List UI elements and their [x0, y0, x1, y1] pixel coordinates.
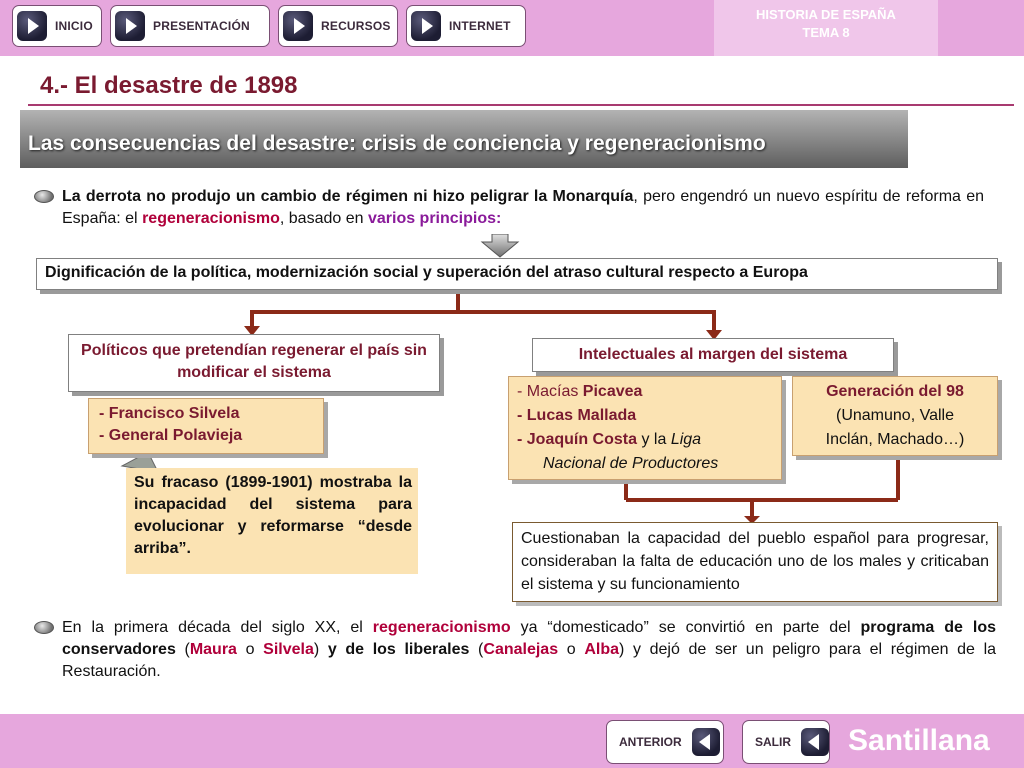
- course-unit: TEMA 8: [802, 25, 850, 40]
- list-item: - Lucas Mallada: [517, 407, 637, 424]
- fracaso-callout: Su fracaso (1899-1901) mostraba la incapacidad del sistema para evolucionar y reformarse “desde arriba”.: [126, 468, 418, 574]
- list-item: - Joaquín Costa y la Liga: [517, 431, 702, 448]
- politicos-box: Políticos que pretendían regenerar el país sin modificar el sistema: [68, 334, 440, 392]
- generacion98-title: Generación del 98: [826, 383, 964, 400]
- anterior-button[interactable]: [606, 720, 724, 764]
- salir-button[interactable]: [742, 720, 830, 764]
- list-item: - Francisco Silvela: [99, 405, 240, 422]
- nav-internet-label: INTERNET: [449, 19, 511, 33]
- generacion98-authors-1: (Unamuno, Valle: [836, 407, 954, 424]
- course-title: HISTORIA DE ESPAÑA: [756, 7, 896, 22]
- list-item: - Macías Picavea: [517, 383, 643, 400]
- list-item-continuation: Nacional de Productores: [543, 455, 719, 472]
- brand-logo: Santillana: [848, 724, 990, 757]
- nav-presentacion-label: PRESENTACIÓN: [153, 19, 250, 33]
- subtitle-text: Las consecuencias del desastre: crisis de conciencia y regeneracionismo: [28, 132, 766, 155]
- section-title: 4.- El desastre de 1898: [40, 72, 298, 99]
- nav-inicio-label: INICIO: [55, 19, 93, 33]
- intro-keyword: regeneracionismo: [142, 210, 280, 227]
- anterior-label: ANTERIOR: [619, 735, 682, 749]
- generacion98-box: [792, 376, 998, 456]
- nav-recursos-label: RECURSOS: [321, 19, 391, 33]
- intelectuales-list: [508, 376, 782, 480]
- back-arrow-icon: [801, 728, 829, 756]
- salir-label: SALIR: [755, 735, 791, 749]
- intro-text-1: La derrota no produjo un cambio de régimen ni hizo peligrar la Monarquía: [62, 188, 634, 205]
- politicos-list: [88, 398, 324, 454]
- intro-text-2: , pero engendró un nuevo espíritu de reforma en España: el: [62, 188, 984, 227]
- back-arrow-icon: [692, 728, 720, 756]
- generacion98-authors-2: Inclán, Machado…): [825, 431, 965, 448]
- list-item: - General Polavieja: [99, 427, 243, 444]
- dignificacion-box: Dignificación de la política, modernización social y superación del atraso cultural respecto a Europa: [36, 258, 998, 290]
- cuestionaban-box: Cuestionaban la capacidad del pueblo español para progresar, consideraban la falta de educación uno de los males y criticaban el sistema y su funcionamiento: [512, 522, 998, 602]
- intro-principles: varios principios:: [367, 210, 502, 227]
- intro-text-3: , basado en: [279, 210, 368, 227]
- bullet-icon: [34, 621, 54, 634]
- conclusion-paragraph: En la primera década del siglo XX, el regeneracionismo ya “domesticado” se convirtió en parte del programa de los conservadores (Maura o Silvela) y de los liberales (Canalejas o Alba) y dejó de ser un peligro para el régimen de la Restauración.: [62, 619, 997, 680]
- intelectuales-box: Intelectuales al margen del sistema: [532, 338, 894, 372]
